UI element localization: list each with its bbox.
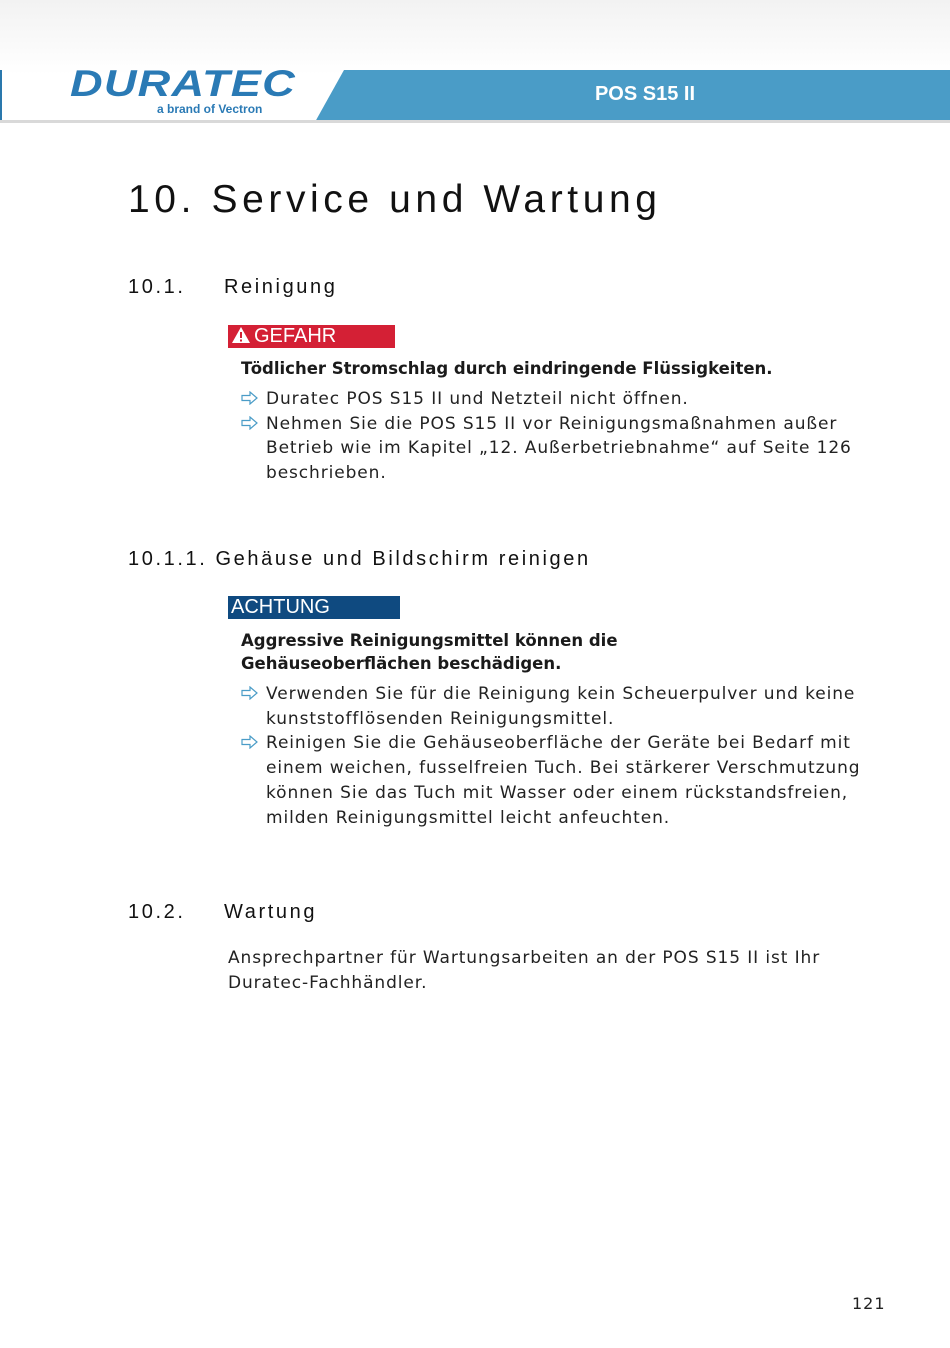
list-item-text: Duratec POS S15 II und Netzteil nicht öffnen. (266, 389, 689, 409)
page-number: 121 (852, 1294, 886, 1313)
chapter-title: 10. Service und Wartung (128, 178, 662, 221)
list-item (241, 731, 871, 830)
section-title: Reinigung (224, 276, 338, 298)
header-divider (0, 120, 950, 123)
header-left-accent (0, 70, 2, 122)
section-heading-reinigung (128, 276, 337, 299)
product-name: POS S15 II (594, 83, 696, 105)
warning-triangle-icon (231, 326, 251, 344)
list-item (241, 387, 871, 412)
brand-tagline: a brand of Vectron (157, 102, 263, 116)
list-item (241, 412, 871, 486)
arrow-right-icon (241, 391, 258, 405)
notice-heading: Aggressive Reinigungsmittel können die Gehäuseoberflächen beschädigen. (241, 631, 618, 673)
notice-badge (228, 596, 400, 619)
list-item (241, 682, 871, 731)
list-item-text: Nehmen Sie die POS S15 II vor Reinigungsmaßnahmen außer Betrieb wie im Kapitel „12. Außerbetriebnahme“ auf Seite 126 beschrieben. (266, 413, 852, 484)
subsection-heading-gehaeuse: 10.1.1. Gehäuse und Bildschirm reinigen (128, 548, 591, 570)
arrow-right-icon (241, 686, 258, 700)
danger-label: GEFAHR (254, 325, 337, 347)
section-number: 10.2. (128, 901, 186, 923)
section-title: Wartung (224, 901, 318, 923)
arrow-right-icon (241, 416, 258, 430)
logo-wordmark: DURATEC (70, 66, 297, 104)
danger-heading: Tödlicher Stromschlag durch eindringende Flüssigkeiten. (241, 359, 773, 378)
danger-instructions (241, 387, 871, 486)
notice-instructions (241, 682, 871, 830)
notice-label: ACHTUNG (231, 596, 330, 618)
section-heading-wartung (128, 901, 317, 924)
section-number: 10.1. (128, 276, 186, 298)
arrow-right-icon (241, 735, 258, 749)
list-item-text: Verwenden Sie für die Reinigung kein Scheuerpulver und keine kunststofflösenden Reinigungsmittel. (266, 684, 856, 729)
wartung-paragraph: Ansprechpartner für Wartungsarbeiten an der POS S15 II ist Ihr Duratec-Fachhändler. (228, 948, 821, 993)
danger-badge (228, 325, 395, 348)
list-item-text: Reinigen Sie die Gehäuseoberfläche der Geräte bei Bedarf mit einem weichen, fusselfreien Tuch. Bei stärkerer Verschmutzung können Sie das Tuch mit Wasser oder einem rückstandsfreien, milden Reinigungsmittel leicht anfeuchten. (266, 733, 861, 828)
